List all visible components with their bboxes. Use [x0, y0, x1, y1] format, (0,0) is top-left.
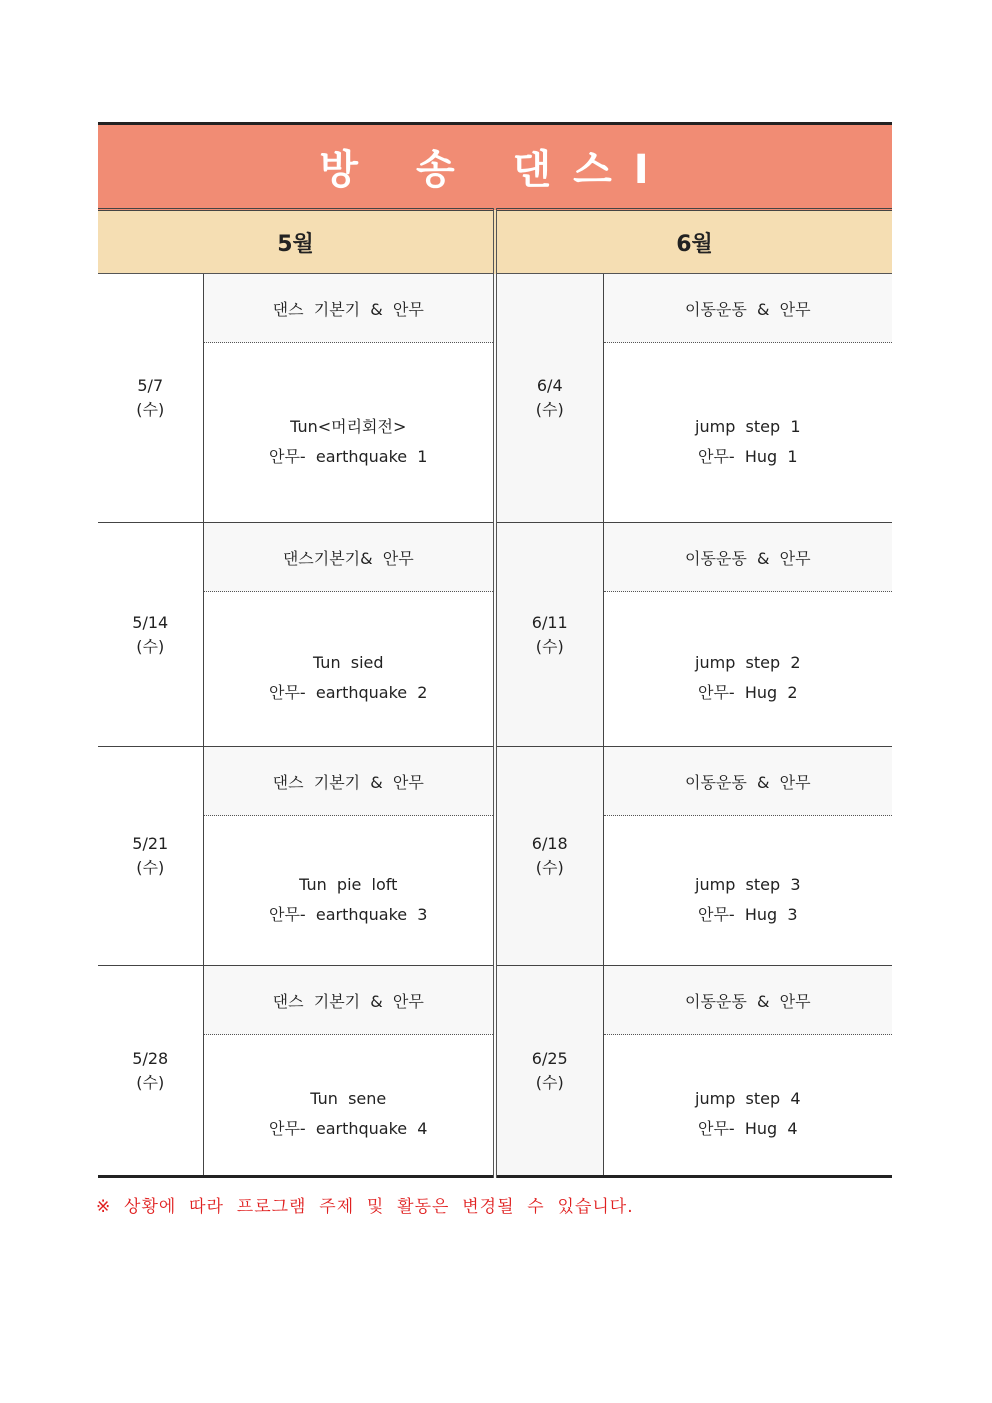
june-detail-line-2: 안무- Hug 3 — [698, 904, 798, 924]
june-activity: 이동운동 & 안무 — [603, 274, 892, 343]
may-date: 5/14 — [132, 612, 169, 632]
may-detail-line-1: Tun<머리회전> — [290, 416, 407, 436]
month-may-header: 5월 — [98, 210, 495, 274]
may-date: 5/21 — [132, 834, 169, 853]
may-activity: 댄스 기본기 & 안무 — [203, 747, 495, 816]
may-detail-line-1: Tun sene — [310, 1089, 387, 1108]
title-row — [98, 124, 892, 210]
june-day: (수) — [535, 400, 564, 419]
june-detail — [603, 592, 892, 747]
may-activity: 댄스기본기& 안무 — [203, 523, 495, 592]
week-row-activity — [98, 523, 892, 592]
june-date: 6/11 — [531, 612, 568, 632]
june-detail — [603, 1035, 892, 1177]
june-detail-line-1: jump step 2 — [695, 653, 801, 672]
schedule-table — [98, 122, 892, 1178]
may-detail — [203, 592, 495, 747]
month-june-header: 6월 — [495, 210, 892, 274]
june-date-cell — [495, 523, 603, 747]
may-day: (수) — [136, 636, 165, 656]
may-date: 5/7 — [137, 376, 164, 395]
june-activity: 이동운동 & 안무 — [603, 523, 892, 592]
may-date-cell — [98, 747, 203, 966]
june-detail-line-1: jump step 1 — [695, 416, 801, 436]
june-activity: 이동운동 & 안무 — [603, 966, 892, 1035]
june-day: (수) — [535, 636, 564, 656]
june-date-cell — [495, 274, 603, 523]
june-date: 6/18 — [531, 834, 568, 853]
page-title: 방 송 댄스Ⅰ — [98, 124, 892, 210]
june-date: 6/25 — [531, 1048, 568, 1068]
may-date-cell — [98, 274, 203, 523]
june-date: 6/4 — [536, 376, 563, 395]
may-day: (수) — [136, 858, 165, 877]
june-detail-line-2: 안무- Hug 1 — [698, 446, 798, 466]
may-activity: 댄스 기본기 & 안무 — [203, 966, 495, 1035]
june-date-cell — [495, 747, 603, 966]
week-row-activity — [98, 747, 892, 816]
may-detail-line-2: 안무- earthquake 2 — [269, 683, 428, 702]
may-date-cell — [98, 966, 203, 1177]
may-detail-line-2: 안무- earthquake 3 — [269, 904, 428, 924]
june-day: (수) — [535, 1072, 564, 1092]
may-detail — [203, 816, 495, 966]
may-date: 5/28 — [132, 1048, 169, 1068]
may-detail-line-1: Tun sied — [312, 653, 384, 672]
june-detail — [603, 343, 892, 523]
week-row-activity — [98, 966, 892, 1035]
month-header-row — [98, 210, 892, 274]
june-day: (수) — [535, 858, 564, 877]
may-detail — [203, 343, 495, 523]
may-date-cell — [98, 523, 203, 747]
week-row-activity — [98, 274, 892, 343]
june-detail-line-2: 안무- Hug 2 — [698, 683, 798, 702]
may-day: (수) — [136, 1072, 165, 1092]
footnote: ※ 상황에 따라 프로그램 주제 및 활동은 변경될 수 있습니다. — [96, 1197, 634, 1217]
may-detail-line-2: 안무- earthquake 4 — [269, 1119, 428, 1138]
june-date-cell — [495, 966, 603, 1177]
may-detail — [203, 1035, 495, 1177]
may-detail-line-2: 안무- earthquake 1 — [269, 446, 428, 466]
june-detail-line-1: jump step 4 — [695, 1089, 801, 1108]
may-activity: 댄스 기본기 & 안무 — [203, 274, 495, 343]
may-detail-line-1: Tun pie loft — [299, 874, 398, 894]
june-detail-line-2: 안무- Hug 4 — [698, 1119, 798, 1138]
june-detail-line-1: jump step 3 — [695, 874, 801, 894]
june-activity: 이동운동 & 안무 — [603, 747, 892, 816]
may-day: (수) — [136, 400, 165, 419]
june-detail — [603, 816, 892, 966]
